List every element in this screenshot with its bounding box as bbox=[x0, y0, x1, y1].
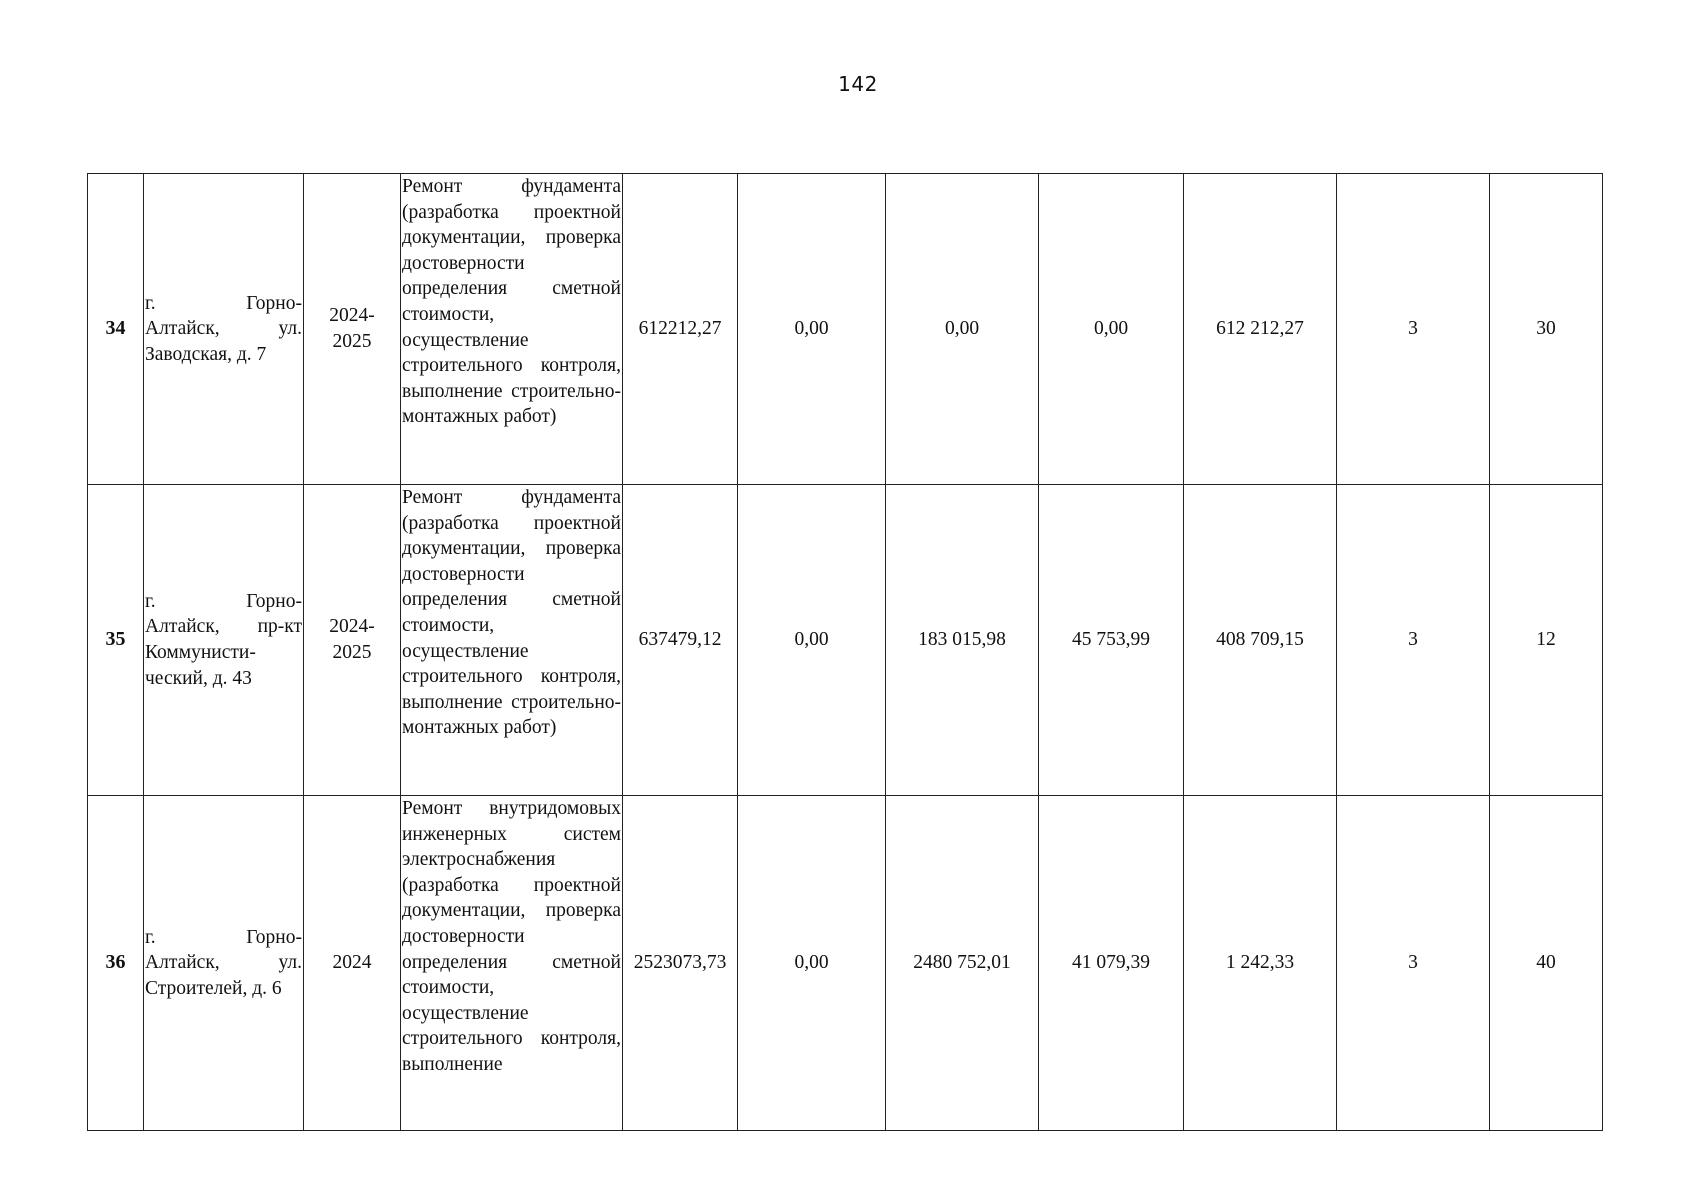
address-line: Строителей, д. 6 bbox=[145, 977, 282, 999]
count-cell: 3 bbox=[1337, 796, 1490, 1131]
row-number: 35 bbox=[88, 485, 144, 796]
address-cell bbox=[144, 485, 304, 796]
table-row bbox=[88, 174, 1603, 485]
cost-cell: 0,00 bbox=[738, 796, 886, 1131]
cost-cell: 0,00 bbox=[886, 174, 1039, 485]
period-cell bbox=[304, 796, 401, 1131]
table-row bbox=[88, 485, 1603, 796]
work-description: Ремонт внутридомовых инженерных систем электроснабжения (разработка проектной документации, проверка достоверности определения сметной стоимости, осуществление строительного контроля, выполнение bbox=[401, 796, 623, 1131]
works-table bbox=[87, 173, 1603, 1131]
cost-cell: 2480 752,01 bbox=[886, 796, 1039, 1131]
address-line: г. Горно- bbox=[145, 926, 302, 948]
address-line: Алтайск, ул. bbox=[145, 318, 302, 340]
table-row bbox=[88, 796, 1603, 1131]
row-number: 34 bbox=[88, 174, 144, 485]
cost-cell: 408 709,15 bbox=[1184, 485, 1337, 796]
address-line: ческий, д. 43 bbox=[145, 667, 252, 689]
cost-cell: 0,00 bbox=[738, 485, 886, 796]
address-cell bbox=[144, 796, 304, 1131]
period-cell bbox=[304, 485, 401, 796]
period-line: 2025 bbox=[332, 642, 372, 663]
cost-cell: 183 015,98 bbox=[886, 485, 1039, 796]
cost-cell: 41 079,39 bbox=[1039, 796, 1184, 1131]
cost-cell: 612 212,27 bbox=[1184, 174, 1337, 485]
period-line: 2024- bbox=[329, 305, 375, 327]
work-description: Ремонт фундамента (разработка проектной документации, проверка достоверности определения сметной стоимости, осуществление строительного контроля, выполнение строительно-монтажных работ) bbox=[401, 485, 623, 796]
address-line: г. Горно- bbox=[145, 590, 302, 612]
cost-cell: 0,00 bbox=[738, 174, 886, 485]
address-line: Алтайск, пр-кт bbox=[145, 616, 302, 638]
address-line: Коммунисти- bbox=[145, 642, 256, 663]
address-line: Заводская, д. 7 bbox=[145, 343, 267, 365]
address-line: Алтайск, ул. bbox=[145, 952, 302, 974]
cost-cell: 0,00 bbox=[1039, 174, 1184, 485]
count-cell: 3 bbox=[1337, 174, 1490, 485]
address-cell bbox=[144, 174, 304, 485]
period-line: 2024- bbox=[329, 616, 375, 638]
count-cell: 3 bbox=[1337, 485, 1490, 796]
total-cost: 612212,27 bbox=[623, 174, 738, 485]
cost-cell: 45 753,99 bbox=[1039, 485, 1184, 796]
address-line: г. Горно- bbox=[145, 292, 302, 314]
page-number: 142 bbox=[838, 72, 878, 96]
count-cell: 12 bbox=[1490, 485, 1603, 796]
count-cell: 40 bbox=[1490, 796, 1603, 1131]
period-line: 2024 bbox=[332, 952, 372, 974]
row-number: 36 bbox=[88, 796, 144, 1131]
work-description: Ремонт фундамента (разработка проектной документации, проверка достоверности определения сметной стоимости, осуществление строительного контроля, выполнение строительно-монтажных работ) bbox=[401, 174, 623, 485]
total-cost: 2523073,73 bbox=[623, 796, 738, 1131]
period-line: 2025 bbox=[332, 331, 372, 352]
cost-cell: 1 242,33 bbox=[1184, 796, 1337, 1131]
period-cell bbox=[304, 174, 401, 485]
total-cost: 637479,12 bbox=[623, 485, 738, 796]
count-cell: 30 bbox=[1490, 174, 1603, 485]
